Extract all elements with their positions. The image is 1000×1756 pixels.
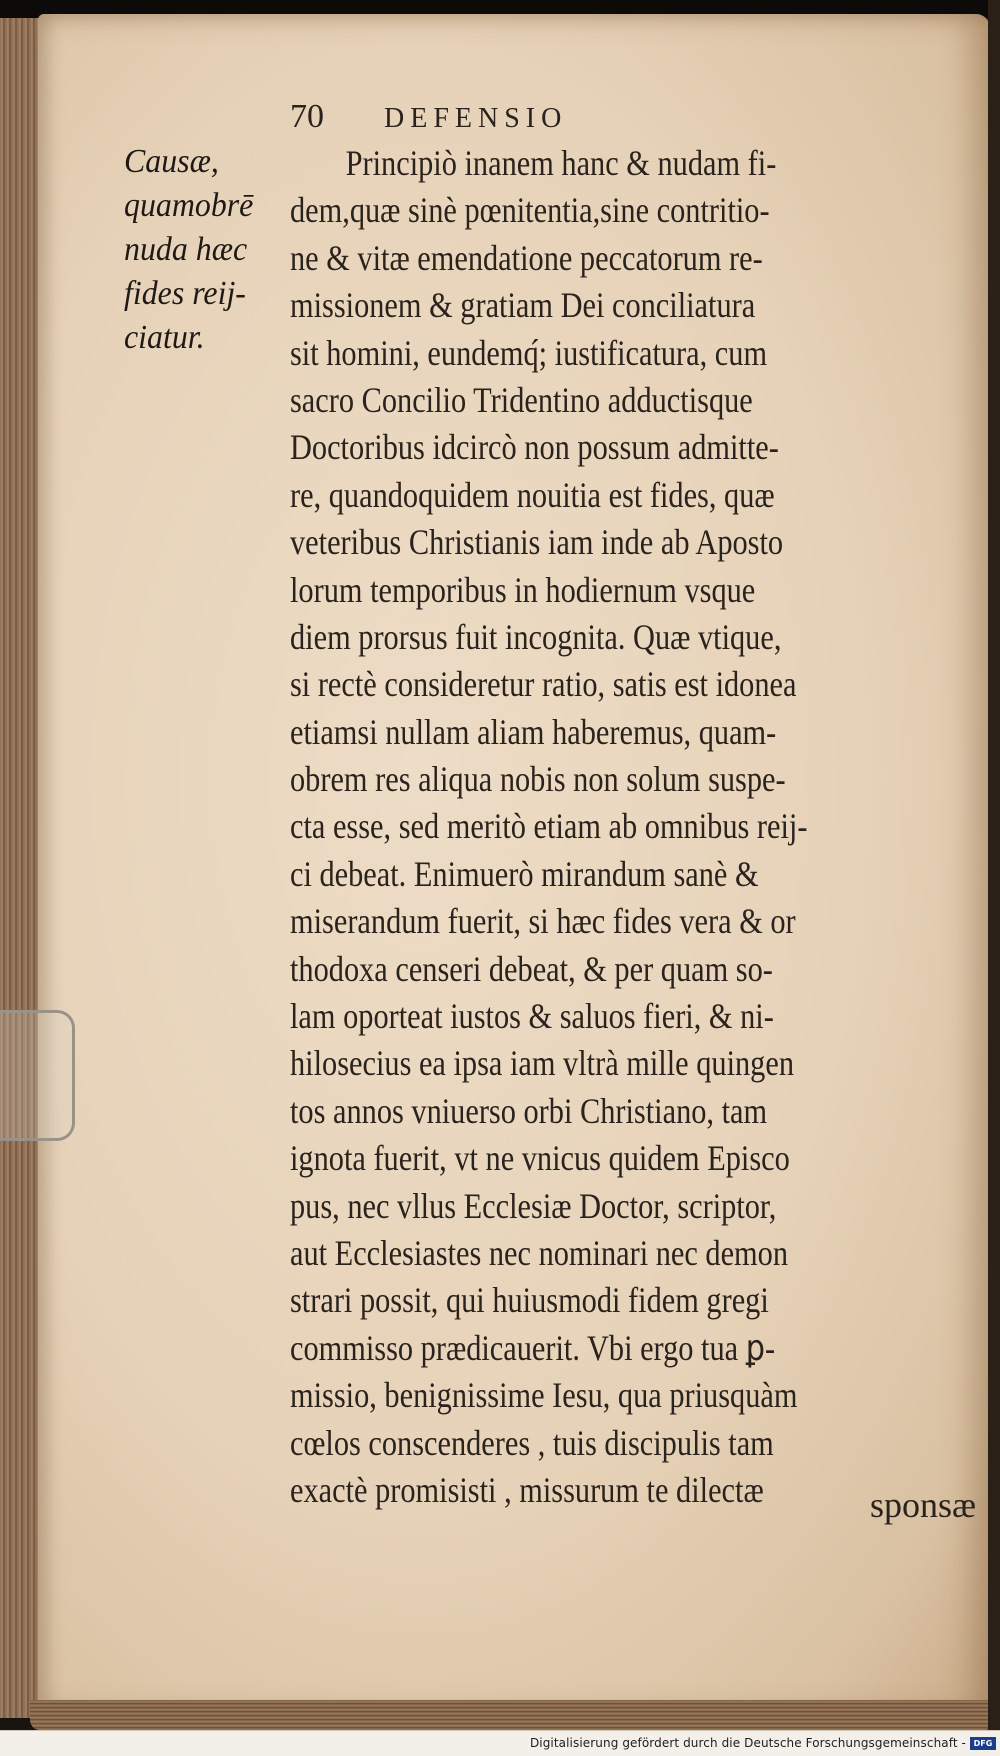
text-line: diem prorsus fuit incognita. Quæ vtique, [290,616,782,657]
text-line: ne & vitæ emendatione peccatorum re- [290,237,763,278]
text-line: veteribus Christianis iam inde ab Aposto [290,522,784,563]
text-line: lam oporteat iustos & saluos fieri, & ni- [290,996,774,1037]
text-line: obrem res aliqua nobis non solum suspe- [290,759,786,800]
text-line: si rectè consideretur ratio, satis est idonea [290,664,797,705]
text-line: dem,quæ sinè pœnitentia,sine contritio- [290,190,770,231]
text-line: Doctoribus idcircò non possum admitte- [290,427,779,468]
text-line: commisso prædicauerit. Vbi ergo tua ꝑ- [290,1327,776,1368]
text-line: tos annos vniuerso orbi Christiano, tam [290,1090,768,1131]
page-clamp [0,1010,75,1141]
text-line: sit homini, eundemq́; iustificatura, cum [290,332,768,373]
running-head: DEFENSIO [384,103,568,134]
page-number: 70 [290,98,324,135]
text-line: cœlos conscenderes , tuis discipulis tam [290,1422,774,1463]
margin-note-line: fides reij- [124,275,246,312]
text-line: ci debeat. Enimuerò mirandum sanè & [290,853,759,894]
digitization-footer [0,1730,1000,1756]
text-line: sacro Concilio Tridentino adductisque [290,379,753,420]
text-line: missio, benignissime Iesu, qua priusquàm [290,1375,798,1416]
text-line: thodoxa censeri debeat, & per quam so- [290,948,773,989]
text-line: aut Ecclesiastes nec nominari nec demon [290,1232,789,1273]
catchword: sponsæ [870,1485,977,1525]
margin-note-line: Causæ, [124,143,219,180]
text-line: pus, nec vllus Ecclesiæ Doctor, scriptor, [290,1185,777,1226]
text-line: hilosecius ea ipsa iam vltrà mille quingen [290,1043,794,1084]
text-line: cta esse, sed meritò etiam ab omnibus reij- [290,806,808,847]
text-line: strari possit, qui huiusmodi fidem gregi [290,1280,769,1321]
body-text [290,140,990,1514]
text-line: exactè promisisti , missurum te dilectæ [290,1469,764,1510]
margin-note-line: quamobrē [124,187,254,224]
margin-note-line: ciatur. [124,319,205,356]
text-line: missionem & gratiam Dei conciliatura [290,285,756,326]
text-line: miserandum fuerit, si hæc fides vera & or [290,901,796,942]
margin-note-line: nuda hæc [124,231,248,268]
text-line: re, quandoquidem nouitia est fides, quæ [290,474,775,515]
page-bottom-edges [30,1700,995,1730]
margin-note [124,140,284,360]
funding-credit: Digitalisierung gefördert durch die Deutsche Forschungsgemeinschaft - [529,1736,966,1750]
text-line: etiamsi nullam aliam haberemus, quam- [290,711,777,752]
text-line: lorum temporibus in hodiernum vsque [290,569,756,610]
dfg-logo: DFG [970,1737,996,1750]
text-line: Principiò inanem hanc & nudam fi- [345,143,777,183]
page-header [290,98,790,136]
text-line: ignota fuerit, vt ne vnicus quidem Episco [290,1138,790,1179]
